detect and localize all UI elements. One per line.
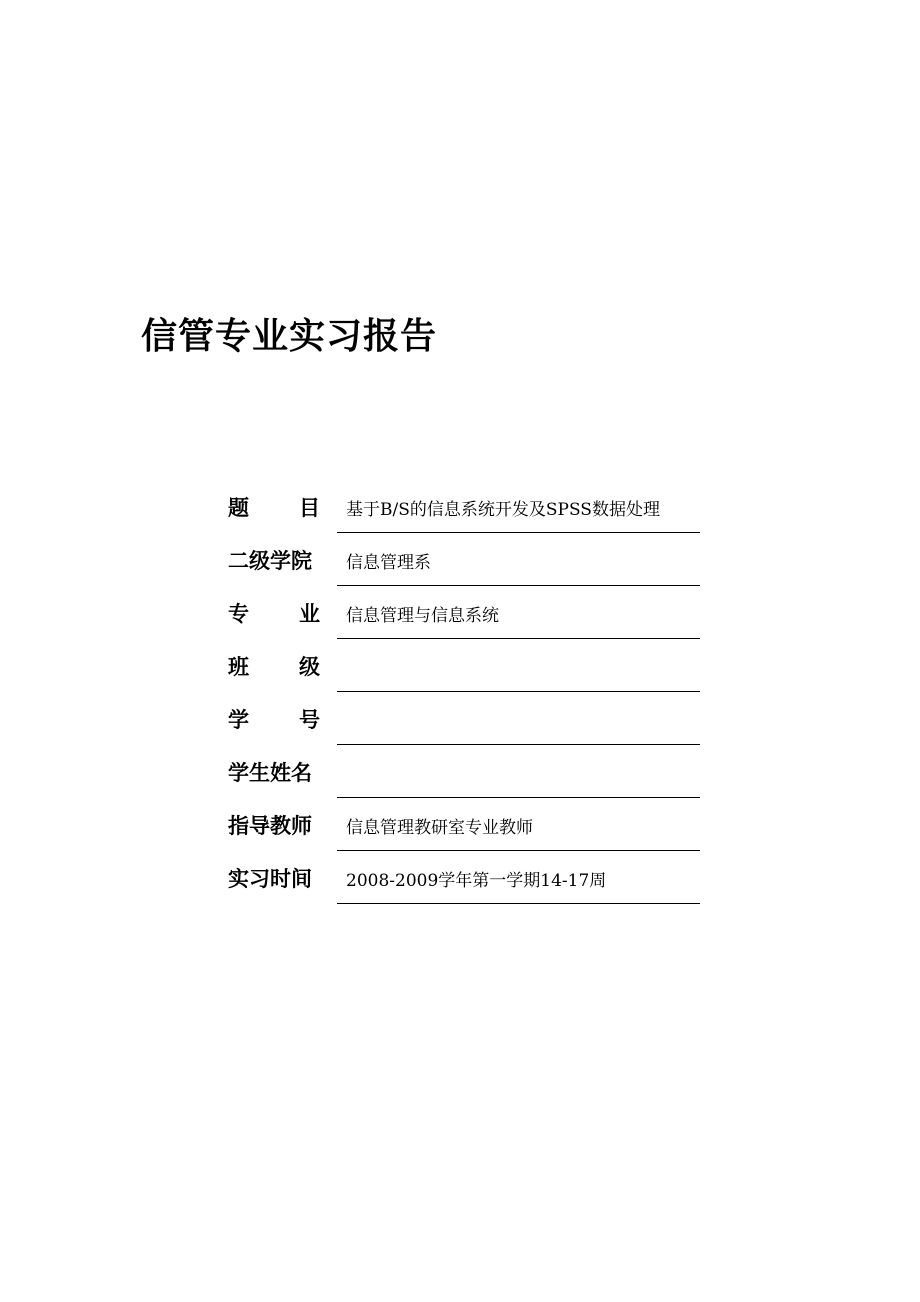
field-label-internship-time: 实习时间 (228, 867, 312, 891)
field-line-student-id (337, 691, 700, 745)
field-value-advisor: 信息管理教研室专业教师 (346, 818, 533, 838)
field-line-advisor (337, 797, 700, 851)
field-row-major (228, 586, 700, 639)
cover-info-form (228, 480, 700, 904)
field-line-class (337, 638, 700, 692)
field-label-student-name: 学生姓名 (228, 761, 312, 785)
field-row-class (228, 639, 700, 692)
field-line-major (337, 585, 700, 639)
field-label-student-id: 学 号 (228, 708, 320, 732)
field-value-internship-time: 2008-2009学年第一学期14-17周 (346, 871, 607, 891)
field-line-college (337, 532, 700, 586)
field-line-internship-time (337, 850, 700, 904)
report-title: 信管专业实习报告 (141, 316, 438, 357)
field-row-advisor (228, 798, 700, 851)
field-row-student-name (228, 745, 700, 798)
field-label-college: 二级学院 (228, 549, 312, 573)
field-value-major: 信息管理与信息系统 (346, 606, 499, 626)
field-line-student-name (337, 744, 700, 798)
field-row-college (228, 533, 700, 586)
field-row-topic (228, 480, 700, 533)
field-label-class: 班 级 (228, 655, 320, 679)
field-value-topic: 基于B/S的信息系统开发及SPSS数据处理 (346, 500, 660, 520)
field-label-major: 专 业 (228, 602, 320, 626)
field-row-internship-time (228, 851, 700, 904)
field-label-advisor: 指导教师 (228, 814, 312, 838)
field-line-topic (337, 479, 700, 533)
field-row-student-id (228, 692, 700, 745)
field-label-topic: 题 目 (228, 496, 320, 520)
field-value-college: 信息管理系 (346, 553, 431, 573)
